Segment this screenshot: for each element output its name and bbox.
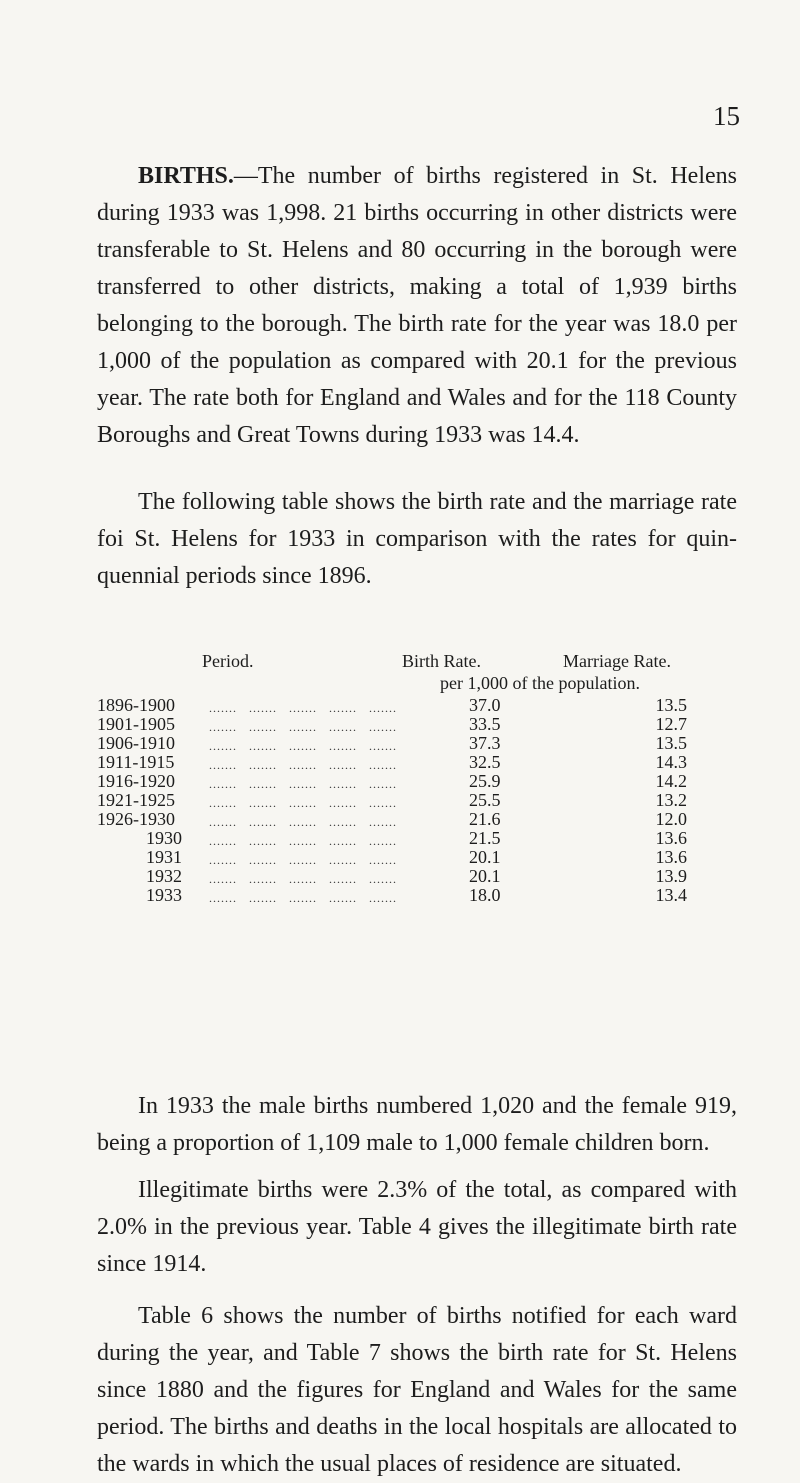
leader-dots: ....... ....... ....... ....... ....... [209,872,397,886]
table-row [97,829,737,848]
table-row [97,848,737,867]
row-marriage-rate: 13.5 [655,695,687,715]
row-marriage-rate: 14.2 [655,771,687,791]
birth-marriage-rate-table [97,652,737,905]
leader-dots: ....... ....... ....... ....... ....... [209,739,397,753]
sex-ratio-paragraph [97,1088,737,1162]
leader-dots: ....... ....... ....... ....... ....... [209,815,397,829]
table-row [97,753,737,772]
page-number: 15 [713,101,740,131]
row-period: 1930 [146,828,182,848]
leader-dots: ....... ....... ....... ....... ....... [209,796,397,810]
row-birth-rate: 32.5 [469,752,501,772]
births-paragraph-text: —The number of births registered in St. Helens during 1933 was 1,998. 21 births occurring in other districts were transferable to St. Helens and 80 occurring in the borough were transferred to other districts, making a total of 1,939 births belonging to the borough. The birth rate for the year was 18.0 per 1,000 of the population as compared with 20.1 for the previous year. The rate both for England and Wales and for the 118 County Boroughs and Great Towns during 1933 was 14.4. [97,163,737,448]
row-birth-rate: 21.6 [469,809,501,829]
leader-dots: ....... ....... ....... ....... ....... [209,834,397,848]
births-paragraph [97,158,737,454]
table-row [97,867,737,886]
table-row [97,715,737,734]
row-period: 1921-1925 [97,790,175,810]
row-period: 1901-1905 [97,714,175,734]
table-header [97,652,737,696]
row-marriage-rate: 14.3 [655,752,687,772]
row-birth-rate: 33.5 [469,714,501,734]
leader-dots: ....... ....... ....... ....... ....... [209,758,397,772]
leader-dots: ....... ....... ....... ....... ....... [209,891,397,905]
leader-dots: ....... ....... ....... ....... ....... [209,777,397,791]
row-birth-rate: 25.5 [469,790,501,810]
sex-ratio-text: In 1933 the male births numbered 1,020 and the female 919, being a proportion of 1,109 male to 1,000 female children born. [97,1093,737,1156]
row-period: 1906-1910 [97,733,175,753]
table-row [97,886,737,905]
leader-dots: ....... ....... ....... ....... ....... [209,701,397,715]
header-period: Period. [202,651,254,671]
section-heading: BIRTHS. [138,163,234,189]
row-period: 1931 [146,847,182,867]
notified-births-paragraph [97,1298,737,1483]
table-row [97,734,737,753]
row-birth-rate: 18.0 [469,885,501,905]
header-marriage-rate: Marriage Rate. [563,651,671,671]
row-birth-rate: 25.9 [469,771,501,791]
row-birth-rate: 37.0 [469,695,501,715]
row-birth-rate: 21.5 [469,828,501,848]
row-marriage-rate: 13.9 [655,866,687,886]
notified-births-text: Table 6 shows the number of births notified for each ward during the year, and Table 7 shows the birth rate for St. Helens since 1880 and the figures for England and Wales for the same period. The births and deaths in the local hospitals are allocated to the wards in which the usual places of residence are situated. [97,1303,737,1477]
row-marriage-rate: 13.6 [655,847,687,867]
table-intro-paragraph [97,484,737,595]
row-marriage-rate: 12.0 [655,809,687,829]
row-marriage-rate: 13.5 [655,733,687,753]
leader-dots: ....... ....... ....... ....... ....... [209,720,397,734]
row-period: 1916-1920 [97,771,175,791]
table-row [97,810,737,829]
row-marriage-rate: 12.7 [655,714,687,734]
row-marriage-rate: 13.2 [655,790,687,810]
row-marriage-rate: 13.6 [655,828,687,848]
row-marriage-rate: 13.4 [655,885,687,905]
row-period: 1932 [146,866,182,886]
header-birth-rate: Birth Rate. [402,651,481,671]
illegitimate-paragraph [97,1172,737,1283]
row-period: 1911-1915 [97,752,175,772]
header-subheading: per 1,000 of the population. [440,673,640,693]
table-row [97,791,737,810]
row-period: 1933 [146,885,182,905]
table-row [97,696,737,715]
illegitimate-text: Illegitimate births were 2.3% of the total, as compared with 2.0% in the previous year. Table 4 gives the illegitimate birth rate since 1914. [97,1177,737,1277]
row-birth-rate: 20.1 [469,866,501,886]
leader-dots: ....... ....... ....... ....... ....... [209,853,397,867]
row-birth-rate: 20.1 [469,847,501,867]
row-birth-rate: 37.3 [469,733,501,753]
table-row [97,772,737,791]
row-period: 1926-1930 [97,809,175,829]
table-intro-text: The following table shows the birth rate and the marriage rate foi St. Helens for 1933 in comparison with the rates for quin-quennial periods since 1896. [97,489,737,589]
table-body [97,696,737,905]
row-period: 1896-1900 [97,695,175,715]
